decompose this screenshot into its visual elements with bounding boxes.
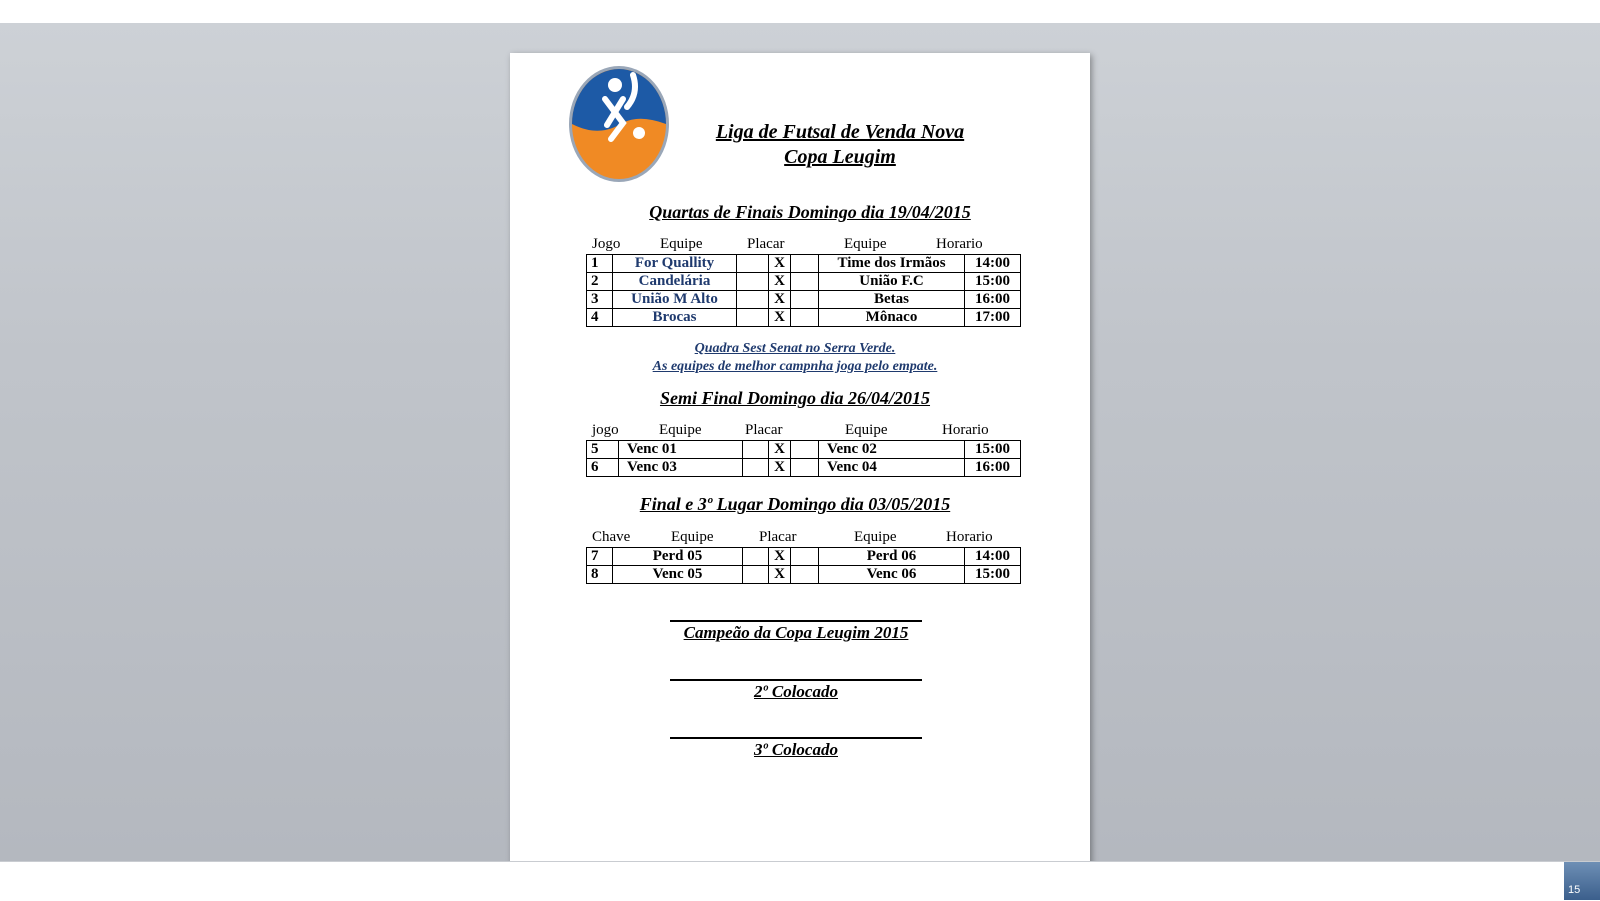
table-row xyxy=(587,309,1021,327)
table-row xyxy=(587,273,1021,291)
column-header-horario: Horario xyxy=(946,529,993,545)
score-away[interactable] xyxy=(791,441,819,459)
semifinals-heading: Semi Final Domingo dia 26/04/2015 xyxy=(659,388,931,408)
document-subtitle: Copa Leugim xyxy=(784,146,896,168)
team-away: Perd 06 xyxy=(819,548,965,566)
table-row xyxy=(587,459,1021,477)
game-number: 5 xyxy=(587,441,619,459)
game-number: 2 xyxy=(587,273,613,291)
versus-mark: X xyxy=(769,273,791,291)
column-header-equipe: Equipe xyxy=(854,529,897,545)
tiebreak-note: As equipes de melhor campnha joga pelo empate. xyxy=(652,359,938,374)
match-time: 15:00 xyxy=(965,441,1021,459)
column-header-equipe: Equipe xyxy=(660,236,703,252)
team-away: Venc 02 xyxy=(819,441,965,459)
second-place-label: 2º Colocado xyxy=(754,682,838,701)
versus-mark: X xyxy=(769,255,791,273)
game-number: 1 xyxy=(587,255,613,273)
score-away[interactable] xyxy=(791,309,819,327)
finals-heading: Final e 3º Lugar Domingo dia 03/05/2015 xyxy=(639,494,951,514)
score-home[interactable] xyxy=(737,273,769,291)
match-time: 15:00 xyxy=(965,273,1021,291)
match-time: 15:00 xyxy=(965,566,1021,584)
score-away[interactable] xyxy=(791,291,819,309)
game-number: 4 xyxy=(587,309,613,327)
column-header-equipe: Equipe xyxy=(845,422,888,438)
column-header-jogo: Jogo xyxy=(592,236,621,252)
column-header-horario: Horario xyxy=(942,422,989,438)
score-home[interactable] xyxy=(737,309,769,327)
second-place-signature-line xyxy=(670,679,922,681)
semifinals-table xyxy=(586,440,1021,477)
document-page xyxy=(510,53,1090,873)
match-time: 17:00 xyxy=(965,309,1021,327)
versus-mark: X xyxy=(769,459,791,477)
score-home[interactable] xyxy=(743,566,769,584)
score-home[interactable] xyxy=(737,255,769,273)
match-time: 14:00 xyxy=(965,255,1021,273)
table-row xyxy=(587,441,1021,459)
champion-label: Campeão da Copa Leugim 2015 xyxy=(683,623,909,642)
column-header-equipe: Equipe xyxy=(659,422,702,438)
score-home[interactable] xyxy=(743,441,769,459)
quarterfinals-table xyxy=(586,254,1021,327)
score-away[interactable] xyxy=(791,548,819,566)
table-row xyxy=(587,566,1021,584)
team-home: Brocas xyxy=(613,309,737,327)
third-place-label: 3º Colocado xyxy=(754,740,838,759)
game-number: 6 xyxy=(587,459,619,477)
game-number: 8 xyxy=(587,566,613,584)
score-away[interactable] xyxy=(791,273,819,291)
finals-table xyxy=(586,547,1021,584)
score-away[interactable] xyxy=(791,459,819,477)
versus-mark: X xyxy=(769,441,791,459)
venue-note: Quadra Sest Senat no Serra Verde. xyxy=(694,341,896,356)
futsal-player-logo-icon xyxy=(567,63,671,185)
table-row xyxy=(587,255,1021,273)
team-home: União M Alto xyxy=(613,291,737,309)
column-header-equipe: Equipe xyxy=(671,529,714,545)
team-away: Betas xyxy=(819,291,965,309)
table-row xyxy=(587,548,1021,566)
column-header-placar: Placar xyxy=(759,529,797,545)
document-viewport[interactable] xyxy=(0,23,1600,861)
score-home[interactable] xyxy=(737,291,769,309)
page-indicator[interactable]: 15 xyxy=(1564,862,1600,900)
column-header-jogo: jogo xyxy=(592,422,619,438)
team-away: Time dos Irmãos xyxy=(819,255,965,273)
table-row xyxy=(587,291,1021,309)
match-time: 14:00 xyxy=(965,548,1021,566)
team-home: Venc 05 xyxy=(613,566,743,584)
column-header-equipe: Equipe xyxy=(844,236,887,252)
team-away: Mônaco xyxy=(819,309,965,327)
team-home: Candelária xyxy=(613,273,737,291)
versus-mark: X xyxy=(769,309,791,327)
score-away[interactable] xyxy=(791,255,819,273)
team-home: For Quallity xyxy=(613,255,737,273)
document-title: Liga de Futsal de Venda Nova xyxy=(715,121,965,143)
versus-mark: X xyxy=(769,548,791,566)
versus-mark: X xyxy=(769,291,791,309)
game-number: 7 xyxy=(587,548,613,566)
status-bar xyxy=(0,861,1600,901)
team-away: União F.C xyxy=(819,273,965,291)
team-away: Venc 06 xyxy=(819,566,965,584)
team-away: Venc 04 xyxy=(819,459,965,477)
quarterfinals-heading: Quartas de Finais Domingo dia 19/04/2015 xyxy=(649,202,971,222)
score-home[interactable] xyxy=(743,548,769,566)
score-home[interactable] xyxy=(743,459,769,477)
column-header-chave: Chave xyxy=(592,529,631,545)
team-home: Venc 01 xyxy=(619,441,743,459)
team-home: Perd 05 xyxy=(613,548,743,566)
match-time: 16:00 xyxy=(965,459,1021,477)
versus-mark: X xyxy=(769,566,791,584)
match-time: 16:00 xyxy=(965,291,1021,309)
toolbar-strip xyxy=(0,0,1600,23)
column-header-placar: Placar xyxy=(745,422,783,438)
champion-signature-line xyxy=(670,620,922,622)
column-header-horario: Horario xyxy=(936,236,983,252)
team-home: Venc 03 xyxy=(619,459,743,477)
score-away[interactable] xyxy=(791,566,819,584)
column-header-placar: Placar xyxy=(747,236,785,252)
game-number: 3 xyxy=(587,291,613,309)
third-place-signature-line xyxy=(670,737,922,739)
